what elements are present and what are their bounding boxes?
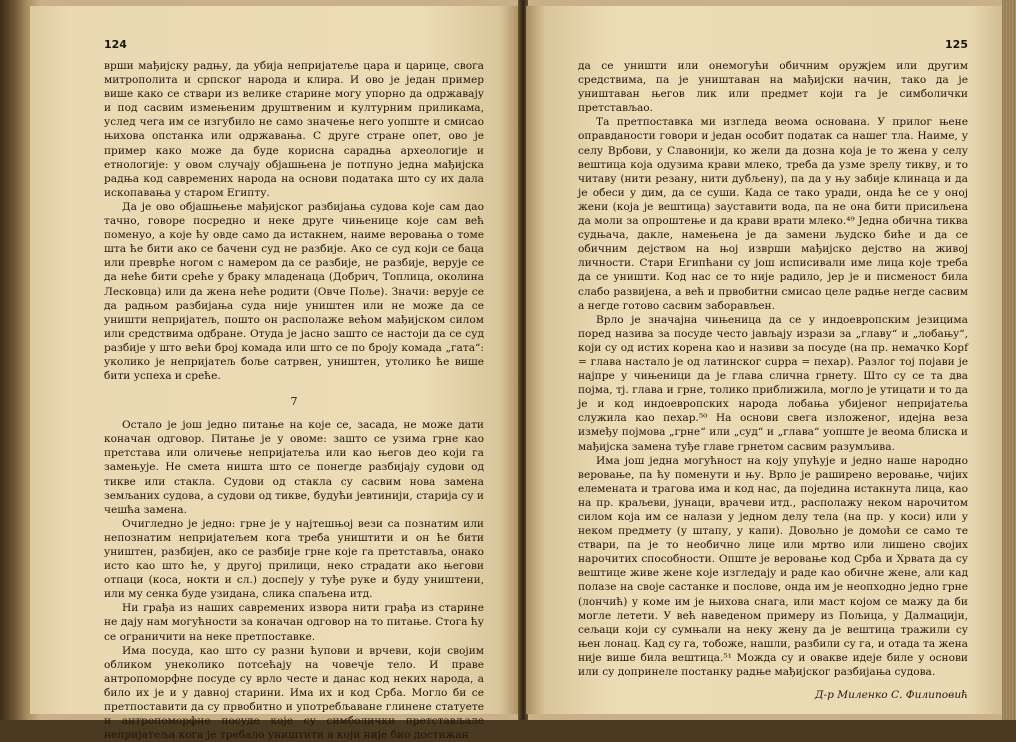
paragraph: Очигледно је једно: грне је у најтешњој вези са познатим или непознатим непријатељем кога треба уништити и он ће бити уништен, разбијен, ако се разбије грне које га претставља, онако исто као што ће, у другој прилици, неко страдати ако његови отпаци (коса, нокти и сл.) доспеју у туђе руке и буду уништени, или му сенка буде узидана, слика спаљена итд. xyxy=(104,517,484,601)
page-edges xyxy=(1002,0,1016,720)
paragraph: врши мађијску радњу, да убија непријатеље цара и царице, свога митрополита и српског народа и клира. И ово је један пример више како се ствари из велике старине могу упорно да одржавају и под сасвим измењеним друштвеним и културним приликама, услед чега им се изгубило не само значење него уопште и смисао њихова опстанка или одржавања. С друге стране опет, ово је пример како може да буде корисна сарадња археологије и етнологије: у овом случају објашњена је потпуно једна мађијска радња код савремених народа на основи података што су их дала ископавања у старом Египту. xyxy=(104,60,484,199)
paragraph: Има посуда, као што су разни ћупови и врчеви, који својим обликом унеколико потсећају на човечје тело. И праве антропоморфне посуде су врло честе и данас код неких народа, а било их је и у давној старини. Има их и код Срба. Могло би се претпоставити да су првобитно и употребљаване глинене статуете и антропоморфне посуде које су симболички претстављале непријатеља кога је требало уништити а који није био достижан xyxy=(104,644,484,742)
page-number-left: 124 xyxy=(104,38,127,51)
left-page-text xyxy=(104,59,484,742)
paragraph: Да је ово објашњење мађијског разбијања судова које сам дао тачно, говоре посредно и неке друге чињенице које сам већ поменуо, а које ћу овде само да истакнем, наиме веровања о томе шта ће бити ако се бачени суд не разбије. Ако се суд који се баца или преврће ногом с намером да се разбије, не разбије, верује се да неће бити среће у браку младенаца (Добрич, Топлица, околина Лесковца) или да жена неће родити (Овче Поље). Значи: верује се да радњом разбијања суда није уништен или не може да се уништи непријатељ, пошто он располаже већом мађијском силом или средствима одбране. Отуда је јасно зашто се настоји да се суд разбије у што већи број комада или што се по броју комада „гата“: уколико је непријатељ боље сатрвен, уништен, утолико ће више бити успеха и среће. xyxy=(104,200,484,383)
section-number: 7 xyxy=(290,395,298,409)
paragraph: Врло је значајна чињеница да се у индоевропским језицима поред назива за посуде често јављају изрази за „главу“ и „лобању“, који су од истих корена као и називи за посуде (на пр. немачко Kopf = глава настало је од латинског cuppa = пехар). Разлог тој појави је најпре у чињеници да је глава слична грнету. Што су се та два појма, тј. глава и грне, толико приближила, могло је утицати и то да је и код индоевропских народа лобања убијеног непријатеља служила као пехар.⁵⁰ На основи свега изложеног, идејна веза између појмова „грне“ или „суд“ и „глава“ уопште је веома блиска и мађијска замена туђе главе грнетом сасвим разумљива. xyxy=(578,313,968,453)
right-page xyxy=(526,6,1004,714)
right-page-text xyxy=(578,59,968,701)
paragraph: Та претпоставка ми изгледа веома основана. У прилог њене оправданости говори и један особит податак са нашег тла. Наиме, у селу Врбови, у Славонији, ко жели да дозна која је то жена у селу вештица која одузима крави млеко, треба да узме зрелу тикву, и то читаву (нити резану, нити дубљену), па да у њу забије клинаца и да је обеси у дим, да се суши. Када се тако уради, онда ће се у оној жени (која је вештица) зауставити вода, па не она бити присиљена да моли за опроштење и да крави врати млеко.⁴⁹ Једна обична тиква судњача, дакле, намењена је да замени људско биће и да се обичним дејством на њој изврши мађијско дејство на живој личности. Стари Египћани су још исписивали име лица које треба да се уништи. Код нас се то није радило, јер је и писменост била слабо развијена, а већ и првобитни смисао целе радње негде сасвим а негде готово сасвим заборављен. xyxy=(578,116,968,312)
page-number-right: 125 xyxy=(945,38,968,51)
paragraph: Ни грађа из наших савремених извора нити грађа из старине не дају нам могућности за коначан одговор на то питање. Стога ћу се ограничити на неке претпоставке. xyxy=(104,602,484,643)
paragraph: Остало је још једно питање на које се, засада, не може дати коначан одговор. Питање је у овоме: зашто се узима грне као претставa или оличење непријатеља или као његов део који га замењује. Не смета ништа што се понегде разбијају судови од тикве или стакла. Судови од стакла су сасвим нова замена земљаних судова, а судови од тикве, будући јевтинији, старија су и чешћа замена. xyxy=(104,419,484,516)
paragraph: Има још једна могућност на коју упућује и једно наше народно веровање, па ћу поменути и њу. Врло је раширено веровање, чијих елемената и трагова има и код нас, да поједина истакнута лица, као на пр. краљеви, јунаци, врачеви итд., располажу неком нарочитом силом која им се налази у једном делу тела (на пр. у коси) или у неком предмету (у штапу, у капи). Довољно је домоћи се само те ствари, па је то необично лице или мртво или лишено својих нарочитих способности. Опште је веровање код Срба и Хрвата да су вештице живе жене које изгледају и раде као обичне жене, али кад полазе на своје састанке и послове, онда им је неопходно једно грне (лончић) у коме им је њихова снага, или маст којом се мажу да би могле летети. У већ наведеном примеру из Пољица, у Далмацији, сељаци који су сумњали на неку жену да је вештица тражили су њен лонац. Кад су га, тобоже, нашли, разбили су га, и отада та жена није више била вештица.⁵¹ Можда су и овакве идеје биле у основи или су допринеле постанку радње мађијског разбијања судова. xyxy=(578,454,968,679)
author-signature: Д-р Миленко С. Филиповић xyxy=(814,689,968,702)
paragraph: да се уништи или онемогући обичним оружјем или другим средствима, па је уништаван на мађијски начин, тако да је уништаван његов лик или предмет који га је симболички претстављао. xyxy=(578,60,968,115)
left-page xyxy=(30,6,520,742)
